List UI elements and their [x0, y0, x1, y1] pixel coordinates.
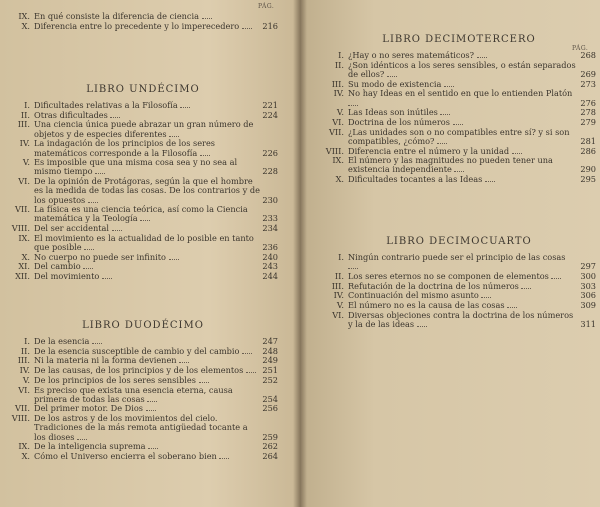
- chapter-number: VIII.: [325, 145, 344, 156]
- dot-leader: [112, 230, 122, 231]
- chapter-title: ¿Son idénticos a los seres sensibles, o están separados de ellos?: [348, 59, 576, 79]
- chapter-number: I.: [24, 100, 30, 110]
- page-number: 243: [262, 261, 278, 272]
- toc-entry: [8, 12, 278, 21]
- chapter-title: Diversas objeciones contra la doctrina de los números y la de las ideas: [348, 309, 574, 329]
- toc-entry: [8, 101, 278, 110]
- chapter-number: IX.: [18, 232, 30, 243]
- chapter-title: Los seres eternos no se componen de elementos: [348, 272, 578, 281]
- chapter-number: V.: [336, 300, 344, 311]
- dot-leader: [440, 114, 450, 115]
- chapter-number: XII.: [15, 271, 30, 282]
- chapter-title: Doctrina de los números: [348, 118, 578, 127]
- dot-leader: [242, 28, 252, 29]
- chapter-title: Ni la materia ni la forma devienen: [34, 356, 260, 365]
- page-number: 281: [580, 135, 596, 146]
- chapter-number: VI.: [332, 116, 344, 127]
- toc-entry: [8, 366, 278, 375]
- page-number: 233: [262, 213, 278, 224]
- toc-entry: [322, 175, 596, 184]
- chapter-number: I.: [338, 252, 344, 262]
- chapter-title: Ningún contrario puede ser el principio de las cosas: [348, 253, 578, 271]
- toc-entry: [322, 311, 596, 329]
- chapter-title: Es imposible que una misma cosa sea y no sea al mismo tiempo: [34, 157, 238, 177]
- chapter-number: II.: [20, 109, 30, 120]
- toc-entry: [8, 337, 278, 346]
- dot-leader: [437, 143, 447, 144]
- chapter-title: Del ser accidental: [34, 224, 260, 233]
- toc-entry: [322, 51, 596, 60]
- dot-leader: [110, 117, 120, 118]
- page-number: 256: [262, 403, 278, 414]
- dot-leader: [148, 448, 158, 449]
- chapter-title: El movimiento es la actualidad de lo posible en tanto que posible: [34, 232, 254, 253]
- chapter-number: VI.: [332, 309, 344, 320]
- book-section: [322, 236, 596, 330]
- chapter-title: Una ciencia única puede abrazar un gran número de objetos y de especies diferentes: [34, 119, 254, 139]
- chapter-title: Del primer motor. De Dios: [34, 404, 260, 413]
- chapter-number: II.: [334, 270, 344, 281]
- book-section: [8, 84, 278, 282]
- chapter-title: No hay Ideas en el sentido en que lo entienden Platón: [348, 89, 578, 107]
- toc-entry: [322, 156, 596, 174]
- dot-leader: [95, 173, 105, 174]
- page-number: 216: [262, 20, 278, 31]
- chapter-number: IX.: [18, 441, 30, 452]
- chapter-number: X.: [21, 450, 30, 461]
- dot-leader: [200, 155, 210, 156]
- chapter-title: De la esencia susceptible de cambio y del cambio: [34, 347, 260, 356]
- chapter-number: IV.: [333, 88, 344, 99]
- toc-entry: [322, 61, 596, 79]
- book-gutter: [293, 0, 307, 507]
- chapter-number: II.: [20, 345, 30, 356]
- dot-leader: [242, 353, 252, 354]
- page-number: 252: [262, 374, 278, 385]
- chapter-title: Del movimiento: [34, 272, 260, 281]
- chapter-title: Es preciso que exista una esencia eterna, causa primera de todas las cosas: [34, 384, 233, 404]
- book-title: LIBRO UNDÉCIMO: [86, 84, 200, 95]
- dot-leader: [417, 326, 427, 327]
- chapter-title: De la esencia: [34, 337, 260, 346]
- chapter-number: VIII.: [11, 223, 30, 234]
- chapter-number: VII.: [15, 403, 30, 414]
- right-page: [300, 0, 600, 507]
- toc-entry: [8, 177, 278, 205]
- dot-leader: [387, 76, 397, 77]
- toc-entry: [8, 414, 278, 442]
- dot-leader: [84, 249, 94, 250]
- page-number: 286: [580, 145, 596, 156]
- chapter-number: X.: [21, 20, 30, 31]
- chapter-title: De los principios de los seres sensibles: [34, 376, 260, 385]
- page-number: 248: [262, 345, 278, 356]
- page-number: 236: [262, 242, 278, 253]
- toc-entry: [8, 224, 278, 233]
- chapter-number: X.: [21, 251, 30, 262]
- chapter-title: Continuación del mismo asunto: [348, 291, 578, 300]
- toc-entry: [322, 253, 596, 271]
- dot-leader: [481, 297, 491, 298]
- page-number: 230: [262, 194, 278, 205]
- toc-entry: [8, 205, 278, 223]
- chapter-title: La indagación de los principios de los seres matemáticos corresponde a la Filosofía: [34, 138, 216, 158]
- dot-leader: [202, 18, 212, 19]
- dot-leader: [512, 153, 522, 154]
- page-number: 311: [580, 318, 596, 329]
- toc-entry: [8, 22, 278, 31]
- toc-entry: [322, 118, 596, 127]
- dot-leader: [348, 268, 358, 269]
- toc-entry: [322, 301, 596, 310]
- page-number: 234: [262, 223, 278, 234]
- page-number: 244: [262, 271, 278, 282]
- chapter-title: De los astros y de los movimientos del cielo. Tradiciones de la más remota antigüedad tocante a los dioses: [34, 413, 248, 442]
- dot-leader: [551, 278, 561, 279]
- toc-entry: [8, 120, 278, 138]
- page-number: 273: [580, 78, 596, 89]
- book-section: [322, 34, 596, 185]
- chapter-title: El número y las magnitudes no pueden tener una existencia independiente: [348, 155, 553, 175]
- chapter-number: III.: [17, 355, 30, 366]
- chapter-number: III.: [331, 280, 344, 291]
- dot-leader: [454, 171, 464, 172]
- chapter-title: La física es una ciencia teórica, así como la Ciencia matemática y la Teología: [34, 204, 248, 224]
- page-number: 262: [262, 441, 278, 452]
- chapter-title: De las causas, de los principios y de los elementos: [34, 366, 260, 375]
- page-number: 226: [262, 147, 278, 158]
- dot-leader: [83, 268, 93, 269]
- toc-entry: [8, 376, 278, 385]
- dot-leader: [507, 307, 517, 308]
- chapter-title: Las Ideas son inútiles: [348, 108, 578, 117]
- chapter-number: III.: [331, 78, 344, 89]
- page-number: 303: [580, 280, 596, 291]
- dot-leader: [77, 439, 87, 440]
- chapter-number: IV.: [333, 290, 344, 301]
- toc-entry: [8, 139, 278, 157]
- page-number: 221: [262, 100, 278, 110]
- page-number: 264: [262, 450, 278, 461]
- chapter-title: El número no es la causa de las cosas: [348, 301, 578, 310]
- chapter-number: VII.: [329, 126, 344, 137]
- dot-leader: [180, 107, 190, 108]
- dot-leader: [246, 372, 256, 373]
- chapter-number: I.: [24, 336, 30, 346]
- continued-entries: [8, 12, 278, 31]
- chapter-title: No cuerpo no puede ser infinito: [34, 253, 260, 262]
- page-number: 228: [262, 166, 278, 177]
- page-number: 309: [580, 300, 596, 311]
- chapter-number: I.: [338, 50, 344, 60]
- page-number: 278: [580, 107, 596, 118]
- toc-entry: [8, 234, 278, 252]
- dot-leader: [199, 382, 209, 383]
- chapter-number: IX.: [332, 155, 344, 166]
- dot-leader: [169, 136, 179, 137]
- chapter-number: VII.: [15, 204, 30, 215]
- chapter-number: IV.: [19, 365, 30, 376]
- dot-leader: [521, 288, 531, 289]
- dot-leader: [477, 57, 487, 58]
- book-title: LIBRO DECIMOCUARTO: [386, 236, 532, 247]
- chapter-number: VI.: [18, 176, 30, 187]
- dot-leader: [102, 278, 112, 279]
- page-number: 254: [262, 393, 278, 404]
- page-number: 224: [262, 109, 278, 120]
- page-number: 300: [580, 270, 596, 281]
- toc-entry: [322, 89, 596, 107]
- dot-leader: [88, 202, 98, 203]
- chapter-title: ¿Las unidades son o no compatibles entre sí? y si son compatibles, ¿cómo?: [348, 126, 570, 146]
- chapter-title: En qué consiste la diferencia de ciencia: [34, 12, 260, 21]
- chapter-title: Refutación de la doctrina de los números: [348, 282, 578, 291]
- dot-leader: [146, 410, 156, 411]
- dot-leader: [140, 220, 150, 221]
- dot-leader: [179, 362, 189, 363]
- page-number: 276: [580, 97, 596, 108]
- chapter-number: VI.: [18, 384, 30, 395]
- page-number: 259: [262, 431, 278, 442]
- chapter-title: Cómo el Universo encierra el soberano bien: [34, 452, 260, 461]
- chapter-title: De la inteligencia suprema: [34, 442, 260, 451]
- dot-leader: [169, 259, 179, 260]
- dot-leader: [147, 401, 157, 402]
- chapter-number: IV.: [19, 138, 30, 149]
- page-number: 279: [580, 116, 596, 127]
- page-column-label: PÁG.: [258, 3, 275, 10]
- chapter-title: Del cambio: [34, 262, 260, 271]
- chapter-title: Dificultades tocantes a las Ideas: [348, 175, 578, 184]
- chapter-number: IX.: [18, 11, 30, 21]
- chapter-title: De la opinión de Protágoras, según la que el hombre es la medida de todas las cosas. De los contrarios y de los opuestos: [34, 176, 260, 205]
- chapter-number: V.: [22, 374, 30, 385]
- toc-entry: [322, 272, 596, 281]
- page-number: 269: [580, 68, 596, 79]
- chapter-title: Otras dificultades: [34, 111, 260, 120]
- toc-entry: [8, 158, 278, 176]
- page-number: 247: [262, 336, 278, 346]
- page-number: 251: [262, 365, 278, 376]
- chapter-number: VIII.: [11, 413, 30, 424]
- toc-entry: [8, 386, 278, 404]
- chapter-number: II.: [334, 59, 344, 70]
- chapter-number: XI.: [18, 261, 30, 272]
- chapter-number: V.: [336, 107, 344, 118]
- page-number: 290: [580, 164, 596, 175]
- page-number: 306: [580, 290, 596, 301]
- page-number: 240: [262, 251, 278, 262]
- chapter-title: Dificultades relativas a la Filosofía: [34, 101, 260, 110]
- chapter-title: Diferencia entre el número y la unidad: [348, 147, 578, 156]
- chapter-title: Su modo de existencia: [348, 80, 578, 89]
- toc-entry: [322, 128, 596, 146]
- chapter-number: X.: [335, 174, 344, 185]
- dot-leader: [453, 124, 463, 125]
- page-column-label: PÁG.: [572, 45, 589, 52]
- page-number: 249: [262, 355, 278, 366]
- book-title: LIBRO DUODÉCIMO: [82, 320, 204, 331]
- chapter-number: V.: [22, 157, 30, 168]
- toc-entry: [8, 452, 278, 461]
- dot-leader: [485, 181, 495, 182]
- toc-entry: [8, 272, 278, 281]
- dot-leader: [348, 105, 358, 106]
- book-title: LIBRO DECIMOTERCERO: [382, 34, 536, 45]
- page-number: 268: [580, 50, 596, 60]
- page-number: 295: [580, 174, 596, 185]
- book-section: [8, 320, 278, 462]
- page-number: 297: [580, 261, 596, 272]
- chapter-title: Diferencia entre lo precedente y lo imperecedero: [34, 22, 260, 31]
- dot-leader: [219, 458, 229, 459]
- chapter-number: III.: [17, 119, 30, 130]
- dot-leader: [444, 86, 454, 87]
- dot-leader: [92, 343, 102, 344]
- chapter-title: ¿Hay o no seres matemáticos?: [348, 51, 578, 60]
